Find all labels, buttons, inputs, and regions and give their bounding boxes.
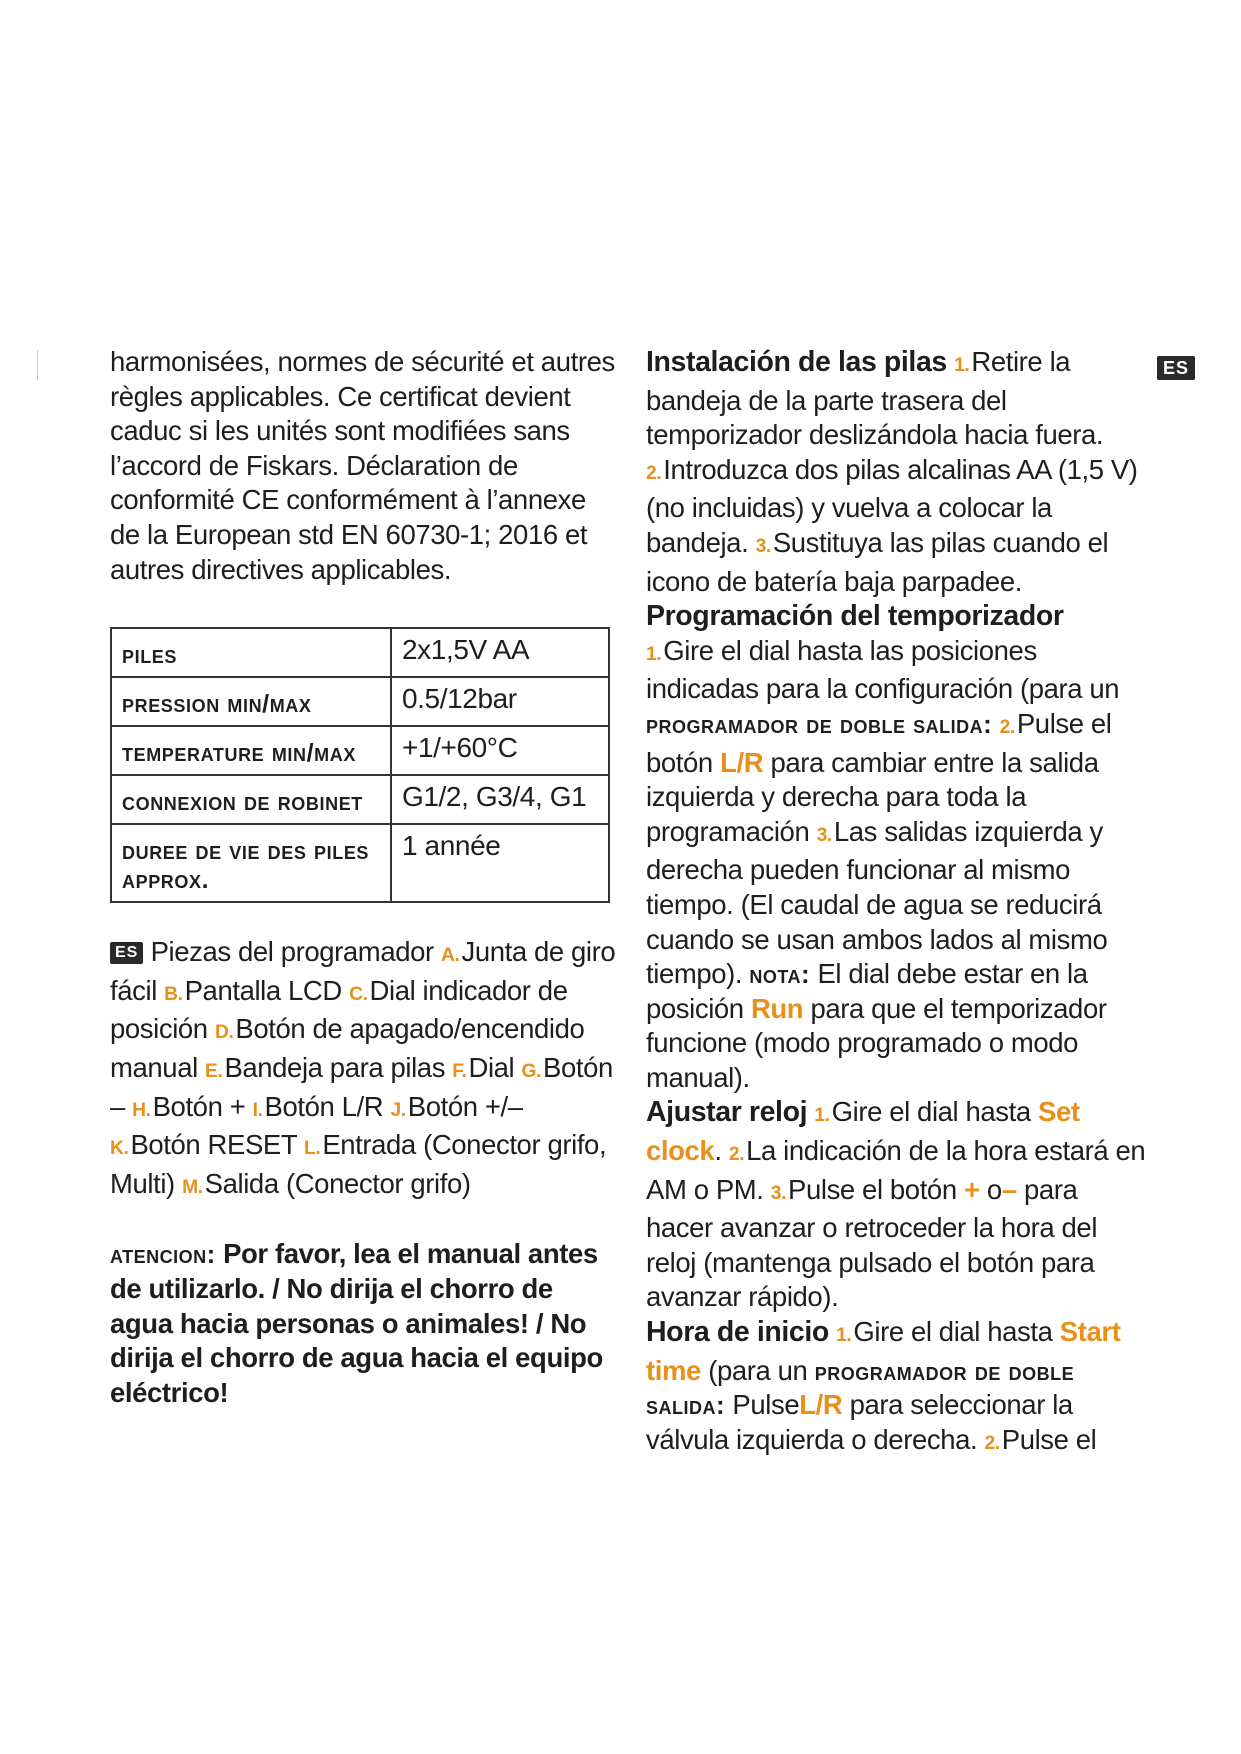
timer-programming-section: [646, 599, 1146, 1095]
spec-label: duree de vie des piles approx.: [111, 824, 391, 902]
part-text: Botón –: [110, 1051, 613, 1122]
step-text: Gire el dial hasta: [853, 1316, 1053, 1348]
part-letter: E.: [205, 1060, 223, 1082]
step-number: 1.: [814, 1105, 830, 1127]
part-letter: M.: [182, 1176, 203, 1198]
part-text: Botón +/–: [407, 1090, 523, 1122]
table-row: [111, 775, 609, 824]
part-letter: J.: [390, 1099, 406, 1121]
spec-value: 1 année: [391, 824, 609, 902]
parts-intro: Piezas del programador: [150, 936, 434, 968]
part-text: Dial indicador de posición: [110, 974, 568, 1045]
part-text: Botón +: [152, 1090, 246, 1122]
fr-certificate-text: harmonisées, normes de sécurité et autres règles applicables. Ce certificat devient caduc si les unités sont modifiées sans l’accord de Fiskars. Déclaration de conformité CE conformément à l’annexe de la European std EN 60730-1; 2016 et autres directives applicables.: [110, 346, 615, 585]
right-column: [646, 345, 1146, 1461]
set-clock-section: [646, 1095, 1146, 1315]
step-number: 2.: [984, 1432, 1000, 1454]
step-number: 3.: [770, 1182, 787, 1204]
step-number: 3.: [755, 535, 771, 557]
step-number: 3.: [816, 824, 832, 846]
part-letter: C.: [349, 983, 368, 1005]
warning-label: atencion:: [110, 1239, 216, 1270]
parts-list: [110, 935, 620, 1205]
part-text: Entrada (Conector grifo, Multi): [110, 1129, 607, 1199]
step-text: El dial debe estar en la posición: [646, 958, 1088, 1024]
spec-value: +1/+60°C: [391, 726, 609, 775]
spec-label: connexion de robinet: [111, 775, 391, 824]
spec-label: temperature min/max: [111, 726, 391, 775]
run-keyword: Run: [750, 992, 804, 1024]
part-text: Pantalla LCD: [184, 974, 342, 1006]
step-number: 2.: [999, 716, 1015, 738]
step-text: Las salidas izquierda y derecha pueden funcionar al mismo tiempo. (El caudal de agua se reducirá cuando se usan ambos lados al mismo tiempo).: [646, 815, 1108, 990]
part-letter: K.: [110, 1138, 129, 1160]
step-number: 2.: [646, 462, 662, 484]
step-text: Gire el dial hasta: [831, 1096, 1031, 1128]
step-text: Introduzca dos pilas alcalinas AA (1,5 V) (no incluidas) y vuelva a colocar la bandeja.: [646, 453, 1138, 558]
part-text: Botón de apagado/encendido manual: [110, 1013, 585, 1083]
part-letter: G.: [521, 1060, 542, 1082]
part-letter: I.: [252, 1099, 263, 1121]
dual-outlet-label: programador de doble salida:: [646, 708, 993, 739]
spec-label: piles: [111, 628, 391, 677]
step-text: Retire la bandeja de la parte trasera del temporizador deslizándola hacia fuera.: [646, 346, 1104, 451]
margin-mark: [37, 350, 38, 380]
step-text: .: [714, 1135, 722, 1167]
spec-value: 2x1,5V AA: [391, 628, 609, 677]
section-heading: Instalación de las pilas: [646, 346, 947, 378]
part-text: Junta de giro fácil: [110, 936, 616, 1006]
step-number: 1.: [836, 1325, 852, 1347]
part-letter: A.: [441, 945, 460, 967]
step-text: Sustituya las pilas cuando el icono de batería baja parpadee.: [646, 526, 1109, 597]
step-number: 1.: [954, 355, 970, 376]
table-row: [111, 677, 609, 726]
start-time-section: [646, 1315, 1146, 1461]
step-text: para que el temporizador funcione (modo programado o modo manual).: [646, 992, 1107, 1093]
part-letter: H.: [132, 1099, 151, 1121]
plus-keyword: +: [963, 1173, 980, 1205]
step-text: La indicación de la hora estará en AM o PM.: [646, 1135, 1146, 1205]
table-row: [111, 824, 609, 902]
step-text: Pulse el: [1001, 1423, 1097, 1455]
dual-outlet-label: programador de doble salida:: [646, 1355, 1075, 1421]
section-heading: Programación del temporizador: [646, 600, 1064, 633]
step-number: 1.: [646, 643, 662, 665]
lr-keyword: L/R: [799, 1389, 843, 1421]
table-row: [111, 628, 609, 677]
minus-keyword: –: [1001, 1173, 1017, 1205]
step-text: para seleccionar la válvula izquierda o derecha.: [646, 1389, 1073, 1455]
part-text: Dial: [468, 1051, 515, 1083]
part-text: Bandeja para pilas: [224, 1051, 446, 1083]
section-heading: Ajustar reloj: [646, 1096, 808, 1129]
part-text: Botón RESET: [130, 1129, 297, 1161]
language-badge-es: ES: [110, 942, 143, 964]
note-label: nota:: [749, 959, 811, 990]
part-text: Botón L/R: [264, 1090, 384, 1122]
set-clock-keyword: Set clock: [646, 1096, 1080, 1167]
part-text: Salida (Conector grifo): [204, 1167, 471, 1199]
specs-table: [110, 627, 610, 903]
battery-install-section: [646, 345, 1146, 599]
section-heading: Hora de inicio: [646, 1316, 829, 1349]
step-text: o: [986, 1173, 1002, 1205]
step-text: para hacer avanzar o retroceder la hora del reloj (mantenga pulsado el botón para avanzar rápido).: [646, 1173, 1098, 1313]
part-letter: D.: [214, 1022, 234, 1044]
warning-block: [110, 1237, 620, 1410]
warning-text: Por favor, lea el manual antes de utilizarlo. / No dirija el chorro de agua hacia personas o animales! / No dirija el chorro de agua hacia el equipo eléctrico!: [110, 1238, 603, 1408]
step-number: 2.: [728, 1144, 745, 1166]
table-row: [111, 726, 609, 775]
spec-label: pression min/max: [111, 677, 391, 726]
lr-keyword: L/R: [720, 746, 764, 778]
part-letter: B.: [164, 983, 183, 1005]
step-text: Pulse el botón: [788, 1173, 957, 1205]
step-text: (para un: [708, 1354, 808, 1386]
language-badge-es: ES: [1157, 356, 1195, 380]
left-column: [110, 345, 620, 1410]
step-text: Pulse: [732, 1389, 800, 1421]
spec-value: 0.5/12bar: [391, 677, 609, 726]
spec-value: G1/2, G3/4, G1: [391, 775, 609, 824]
part-letter: F.: [452, 1060, 467, 1082]
step-text: para cambiar entre la salida izquierda y derecha para toda la programación: [646, 746, 1099, 847]
step-text: Gire el dial hasta las posiciones indicadas para la configuración (para un: [646, 634, 1120, 705]
part-letter: L.: [304, 1138, 321, 1160]
start-time-keyword: Start time: [646, 1316, 1121, 1386]
step-text: Pulse el botón: [646, 707, 1112, 778]
